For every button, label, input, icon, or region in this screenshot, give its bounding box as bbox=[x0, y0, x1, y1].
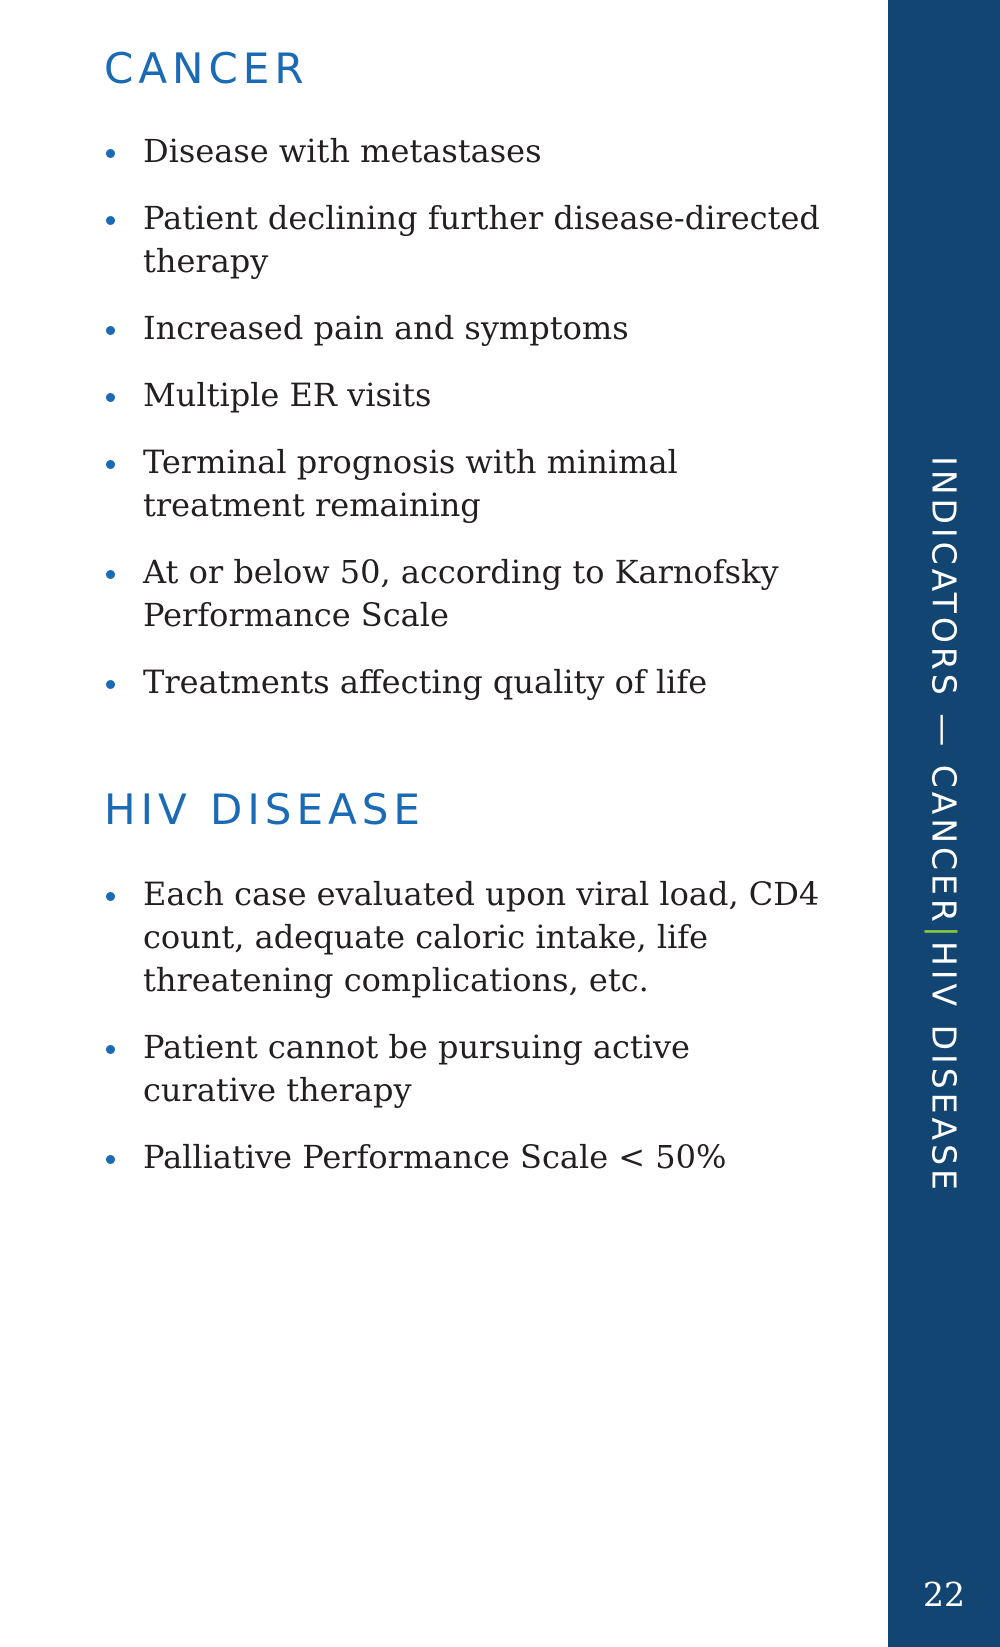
bullet-icon bbox=[106, 1045, 115, 1054]
list-item bbox=[104, 374, 824, 417]
list-item-text: Patient declining further disease-directed therapy bbox=[143, 199, 820, 280]
list-item-text: Disease with metastases bbox=[143, 132, 542, 170]
list-item bbox=[104, 441, 824, 527]
list-item bbox=[104, 1026, 824, 1112]
list-item bbox=[104, 551, 824, 637]
bullet-icon bbox=[106, 892, 115, 901]
list-item-text: Multiple ER visits bbox=[143, 376, 432, 414]
sidebar-title bbox=[924, 456, 964, 1194]
list-item-text: Palliative Performance Scale < 50% bbox=[143, 1138, 727, 1176]
bullet-icon bbox=[106, 680, 115, 689]
bullet-icon bbox=[106, 216, 115, 225]
page-number: 22 bbox=[923, 1575, 965, 1614]
sidebar-separator: | bbox=[924, 925, 964, 941]
bullet-icon bbox=[106, 1155, 115, 1164]
cancer-indicator-list bbox=[104, 130, 824, 728]
bullet-icon bbox=[106, 570, 115, 579]
list-item-text: Increased pain and symptoms bbox=[143, 309, 629, 347]
bullet-icon bbox=[106, 393, 115, 402]
hiv-indicator-list bbox=[104, 873, 824, 1203]
bullet-icon bbox=[106, 326, 115, 335]
list-item bbox=[104, 307, 824, 350]
list-item bbox=[104, 197, 824, 283]
sidebar-title-part1: INDICATORS — CANCER bbox=[924, 456, 964, 926]
list-item bbox=[104, 873, 824, 1002]
list-item bbox=[104, 1136, 824, 1179]
list-item bbox=[104, 661, 824, 704]
sidebar-title-part2: HIV DISEASE bbox=[924, 940, 964, 1194]
list-item-text: Patient cannot be pursuing active curative therapy bbox=[143, 1028, 690, 1109]
sidebar bbox=[888, 0, 1000, 1647]
list-item-text: Terminal prognosis with minimal treatment remaining bbox=[143, 443, 678, 524]
section-heading-hiv-disease: HIV DISEASE bbox=[104, 785, 425, 834]
list-item-text: At or below 50, according to Karnofsky Performance Scale bbox=[143, 553, 779, 634]
list-item bbox=[104, 130, 824, 173]
list-item-text: Treatments affecting quality of life bbox=[143, 663, 708, 701]
bullet-icon bbox=[106, 460, 115, 469]
bullet-icon bbox=[106, 149, 115, 158]
section-heading-cancer: CANCER bbox=[104, 44, 309, 93]
list-item-text: Each case evaluated upon viral load, CD4 count, adequate caloric intake, life threatening complications, etc. bbox=[143, 875, 820, 999]
